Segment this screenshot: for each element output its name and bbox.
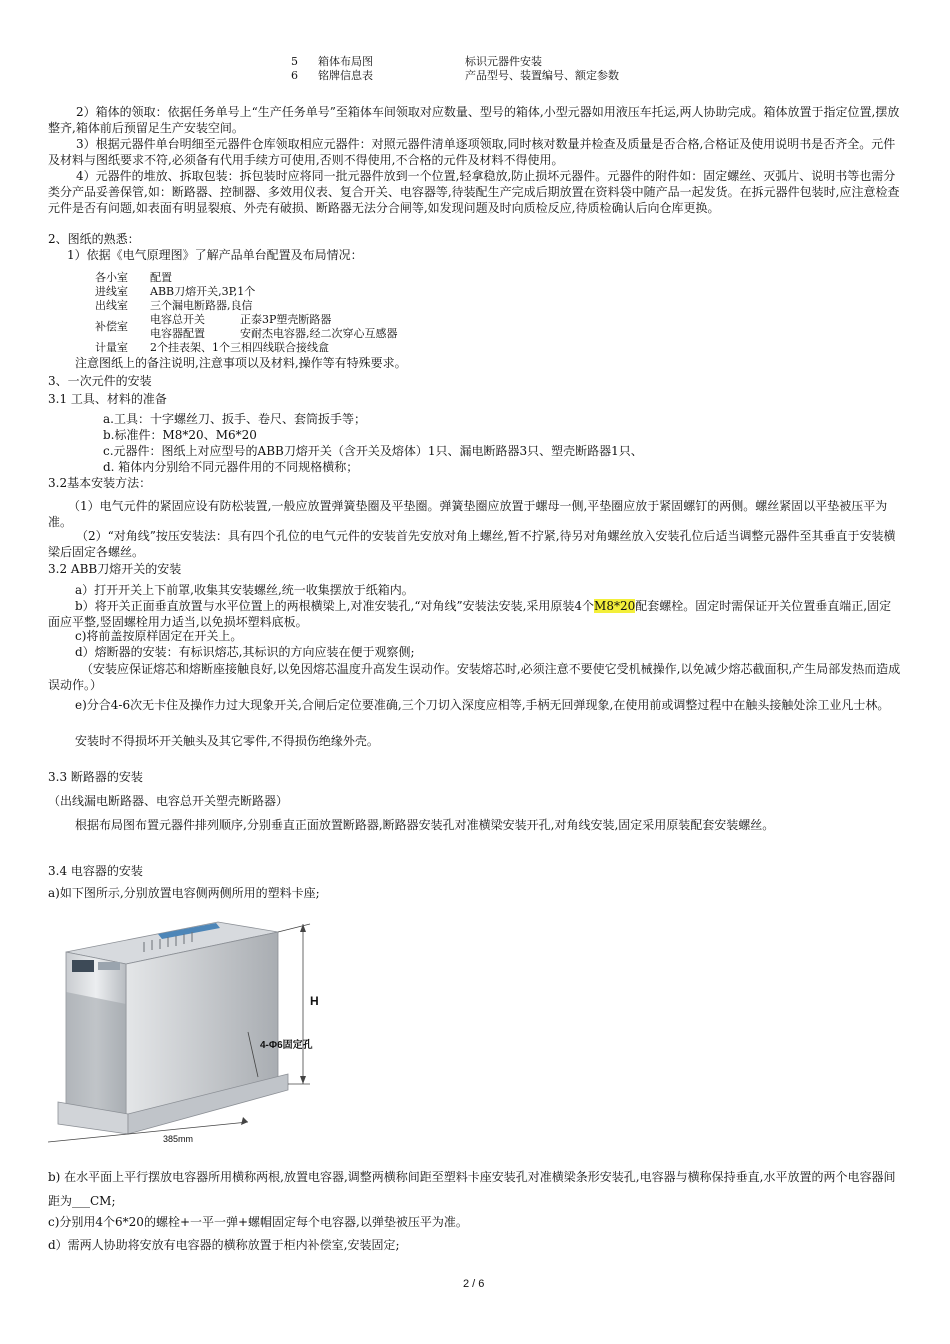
heading-capacitor: 3.4 电容器的安装 — [48, 864, 143, 878]
capacitor-illustration — [48, 912, 348, 1157]
heading-tools: 3.1 工具、材料的准备 — [48, 392, 167, 406]
abb-fuse-note: （安装应保证熔芯和熔断座接触良好,以免因熔芯温度升高发生误动作。安装熔芯时,必须注意不要使它受机械操作,以免减少熔芯截面积,产生局部发热而造成误动作。） — [48, 662, 901, 692]
capacitor-figure — [48, 912, 348, 1157]
config-r3b-val: 安耐杰电容器,经二次穿心互感器 — [240, 327, 398, 340]
top-table-row-6-name: 铭牌信息表 — [318, 69, 373, 82]
config-r4-room: 计量室 — [95, 341, 128, 354]
abb-step-a: a）打开开关上下前罩,收集其安装螺丝,统一收集摆放于纸箱内。 — [75, 583, 414, 597]
breaker-subtitle: （出线漏电断路器、电容总开关塑壳断路器） — [48, 794, 289, 808]
top-table-row-6-no: 6 — [291, 69, 298, 82]
method-2: （2）“对角线”按压安装法：具有四个孔位的电气元件的安装首先安放对角上螺丝,暂不拧紧,待另对角螺丝放入安装孔位后适当调整元器件至其垂直于安装横梁后固定各螺丝。 — [48, 529, 896, 559]
heading-primary-install: 3、一次元件的安装 — [48, 374, 152, 388]
mounting-hole-label: 4-Φ6固定孔 — [260, 1040, 313, 1051]
top-table-row-5-desc: 标识元器件安装 — [465, 55, 542, 68]
page-number: 2 / 6 — [463, 1278, 485, 1290]
heading-breaker: 3.3 断路器的安装 — [48, 770, 143, 784]
note-drawing: 注意图纸上的备注说明,注意事项以及材料,操作等有特殊要求。 — [75, 356, 407, 370]
config-r3a-name: 电容总开关 — [150, 313, 205, 326]
heading-basic-methods: 3.2基本安装方法： — [48, 476, 152, 490]
abb-step-b-highlight: M8*20 — [594, 599, 636, 613]
config-r3-room: 补偿室 — [95, 320, 128, 333]
config-r4-cfg: 2个挂表架、1个三相四线联合接线盒 — [150, 341, 329, 354]
config-r2-room: 出线室 — [95, 299, 128, 312]
abb-step-e: e)分合4-6次无卡住及操作力过大现象开关,合闸后定位要准确,三个刀切入深度应相等,手柄无回弹现象,在使用前或调整过程中在触头接触处涂工业凡士林。 — [75, 698, 890, 712]
top-table-row-5-name: 箱体布局图 — [318, 55, 373, 68]
config-r1-cfg: ABB刀熔开关,3P,1个 — [150, 285, 256, 298]
config-col1-header: 各小室 — [95, 271, 128, 284]
heading-abb-switch: 3.2 ABB刀熔开关的安装 — [48, 562, 182, 576]
capacitor-step-d: d）需两人协助将安放有电容器的横称放置于柜内补偿室,安装固定; — [48, 1238, 400, 1252]
heading-drawings-1: 1）依据《电气原理图》了解产品单台配置及布局情况： — [67, 248, 363, 262]
paragraph-parts-collection: 3）根据元器件单台明细至元器件仓库领取相应元器件：对照元器件清单逐项领取,同时核对数量并检查及质量是否合格,合格证及使用说明书是否齐全。元件及材料与图纸要求不符,必须备有代用手续方可使用,否则不得使用,不合格的元件及材料不得使用。 — [48, 137, 896, 167]
tool-item-a: a.工具：十字螺丝刀、扳手、卷尺、套筒扳手等； — [103, 412, 366, 426]
config-r3b-name: 电容器配置 — [150, 327, 205, 340]
breaker-text: 根据布局图布置元器件排列顺序,分别垂直正面放置断路器,断路器安装孔对准横梁安装开孔,对角线安装,固定采用原装配套安装螺丝。 — [75, 818, 775, 832]
abb-step-b — [48, 598, 903, 630]
abb-caution: 安装时不得损坏开关触头及其它零件,不得损伤绝缘外壳。 — [75, 734, 379, 748]
config-r3a-val: 正泰3P塑壳断路器 — [240, 313, 332, 326]
dimension-h-label: H — [310, 994, 319, 1008]
config-r1-room: 进线室 — [95, 285, 128, 298]
tool-item-d: d. 箱体内分别给不同元器件用的不同规格横称； — [103, 460, 359, 474]
width-dimension-label: 385mm — [163, 1134, 194, 1144]
config-r2-cfg: 三个漏电断路器,良信 — [150, 299, 253, 312]
top-table-row-5-no: 5 — [291, 55, 298, 68]
tool-item-c: c.元器件：图纸上对应型号的ABB刀熔开关（含开关及熔体）1只、漏电断路器3只、塑壳断路器1只、 — [103, 444, 643, 458]
capacitor-step-a: a)如下图所示,分别放置电容侧两侧所用的塑料卡座; — [48, 886, 320, 900]
capacitor-step-b: b) 在水平面上平行摆放电容器所用横称两根,放置电容器,调整两横称间距至塑料卡座安装孔对准横梁条形安装孔,电容器与横称保持垂直,水平放置的两个电容器间距为___CM; — [48, 1170, 896, 1208]
abb-step-b-part2: 配套螺栓。固定时需保证开关位置垂直端正,固定面应平整,竖固螺栓用力适当,以免损坏塑料底板。 — [48, 599, 892, 629]
paragraph-stacking: 4）元器件的堆放、拆取包装：拆包装时应将同一批元器件放到一个位置,轻拿稳放,防止损坏元器件。元器件的附件如：固定螺丝、灭弧片、说明书等也需分类分产品妥善保管,如：断路器、控制器、多效用仪表、复合开关、电容器等,待装配生产完成后期放置在资料袋中随产品一起发货。在拆元器件包装时,应注意检查元件是否有问题,如表面有明显裂痕、外壳有破损、断路器无法分合闸等,如发现问题及时向质检反应,待质检确认后向仓库更换。 — [48, 169, 900, 215]
abb-step-d: d）熔断器的安装：有标识熔芯,其标识的方向应装在便于观察侧; — [75, 645, 415, 659]
method-1: （1）电气元件的紧固应设有防松装置,一般应放置弹簧垫圈及平垫圈。弹簧垫圈应放置于螺母一侧,平垫圈应放于紧固螺钉的两侧。螺丝紧固以平垫被压平为准。 — [48, 499, 888, 529]
tool-item-b: b.标准件：M8*20、M6*20 — [103, 428, 257, 442]
heading-drawings: 2、图纸的熟悉： — [48, 232, 140, 246]
top-table-row-6-desc: 产品型号、装置编号、额定参数 — [465, 69, 619, 82]
abb-step-c: c)将前盖按原样固定在开关上。 — [75, 629, 243, 643]
abb-step-b-part1: b）将开关正面垂直放置与水平位置上的两根横梁上,对准安装孔,“对角线”安装法安装,采用原装4个 — [75, 599, 595, 613]
config-col2-header: 配置 — [150, 271, 172, 284]
paragraph-box-collection: 2）箱体的领取：依据任务单号上“生产任务单号”至箱体车间领取对应数量、型号的箱体,小型元器如用液压车托运,两人协助完成。箱体放置于指定位置,摆放整齐,箱体前后预留足生产安装空间。 — [48, 105, 900, 135]
capacitor-step-c: c)分别用4个6*20的螺栓+一平一弹+螺帽固定每个电容器,以弹垫被压平为准。 — [48, 1215, 468, 1229]
